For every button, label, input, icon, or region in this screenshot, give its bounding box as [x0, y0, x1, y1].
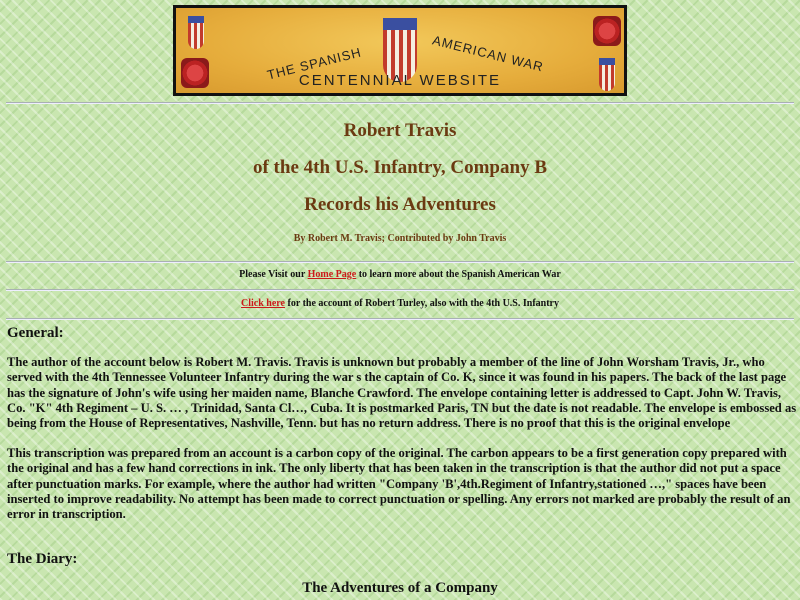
divider	[6, 261, 794, 263]
us-shield-icon	[188, 16, 204, 49]
page-subtitle: of the 4th U.S. Infantry, Company B	[252, 157, 547, 178]
turley-suffix: for the account of Robert Turley, also with the 4th U.S. Infantry	[285, 298, 559, 309]
turley-notice	[0, 298, 800, 309]
banner-image	[173, 5, 627, 96]
home-page-link[interactable]: Home Page	[307, 269, 357, 280]
banner-subtitle: CENTENNIAL WEBSITE	[298, 72, 502, 89]
home-page-notice	[0, 269, 800, 280]
home-prefix: Please Visit our	[239, 269, 308, 280]
site-banner[interactable]	[173, 5, 627, 96]
banner-text-right: AMERICAN WAR	[430, 32, 546, 75]
divider	[6, 102, 794, 104]
byline: By Robert M. Travis; Contributed by John Travis	[293, 233, 507, 244]
spanish-crest-icon	[593, 16, 621, 46]
divider	[6, 289, 794, 291]
home-suffix: to learn more about the Spanish American War	[356, 269, 561, 280]
page-title: Robert Travis	[343, 120, 457, 141]
general-heading: General:	[7, 325, 64, 341]
divider	[6, 318, 794, 320]
page-subtitle-2: Records his Adventures	[304, 194, 496, 215]
turley-account-link[interactable]: Click here	[241, 298, 285, 309]
diary-title: The Adventures of a Company	[302, 580, 498, 596]
general-paragraph-2: This transcription was prepared from an account is a carbon copy of the original. The carbon appears to be a first generation copy prepared with the original and has a few hand corrections in ink. The only liberty that has been taken in the transcription is that the author did not put a space after punctuation marks. For example, where the author had written "Company 'B',4th.Regiment of Infantry,stationed …," spaces have been inserted to improve readability. No attempt has been made to correct punctuation or spelling. Any errors not marked are probably the result of an error in transcription.	[7, 446, 791, 522]
diary-heading: The Diary:	[7, 551, 78, 567]
general-paragraph-1: The author of the account below is Robert M. Travis. Travis is unknown but probably a member of the line of John Worsham Travis, Jr., who served with the 4th Tennessee Volunteer Infantry during the war s the captain of Co. K, since it was found in his papers. The back of the last page has the signature of John's wife using her maiden name, Blanche Crawford. The envelope containing letter is addressed to Capt. John W. Travis, Co. "K" 4th Regiment – U. S. … , Trinidad, Santa Cl…, Cuba. It is postmarked Paris, TN but the date is not readable. The envelope is embossed as being from the House of Representatives, Nashville, Tenn. but has no return address. There is no proof that this is the original envelope	[7, 355, 797, 431]
banner-text-left: THE SPANISH	[265, 44, 364, 83]
